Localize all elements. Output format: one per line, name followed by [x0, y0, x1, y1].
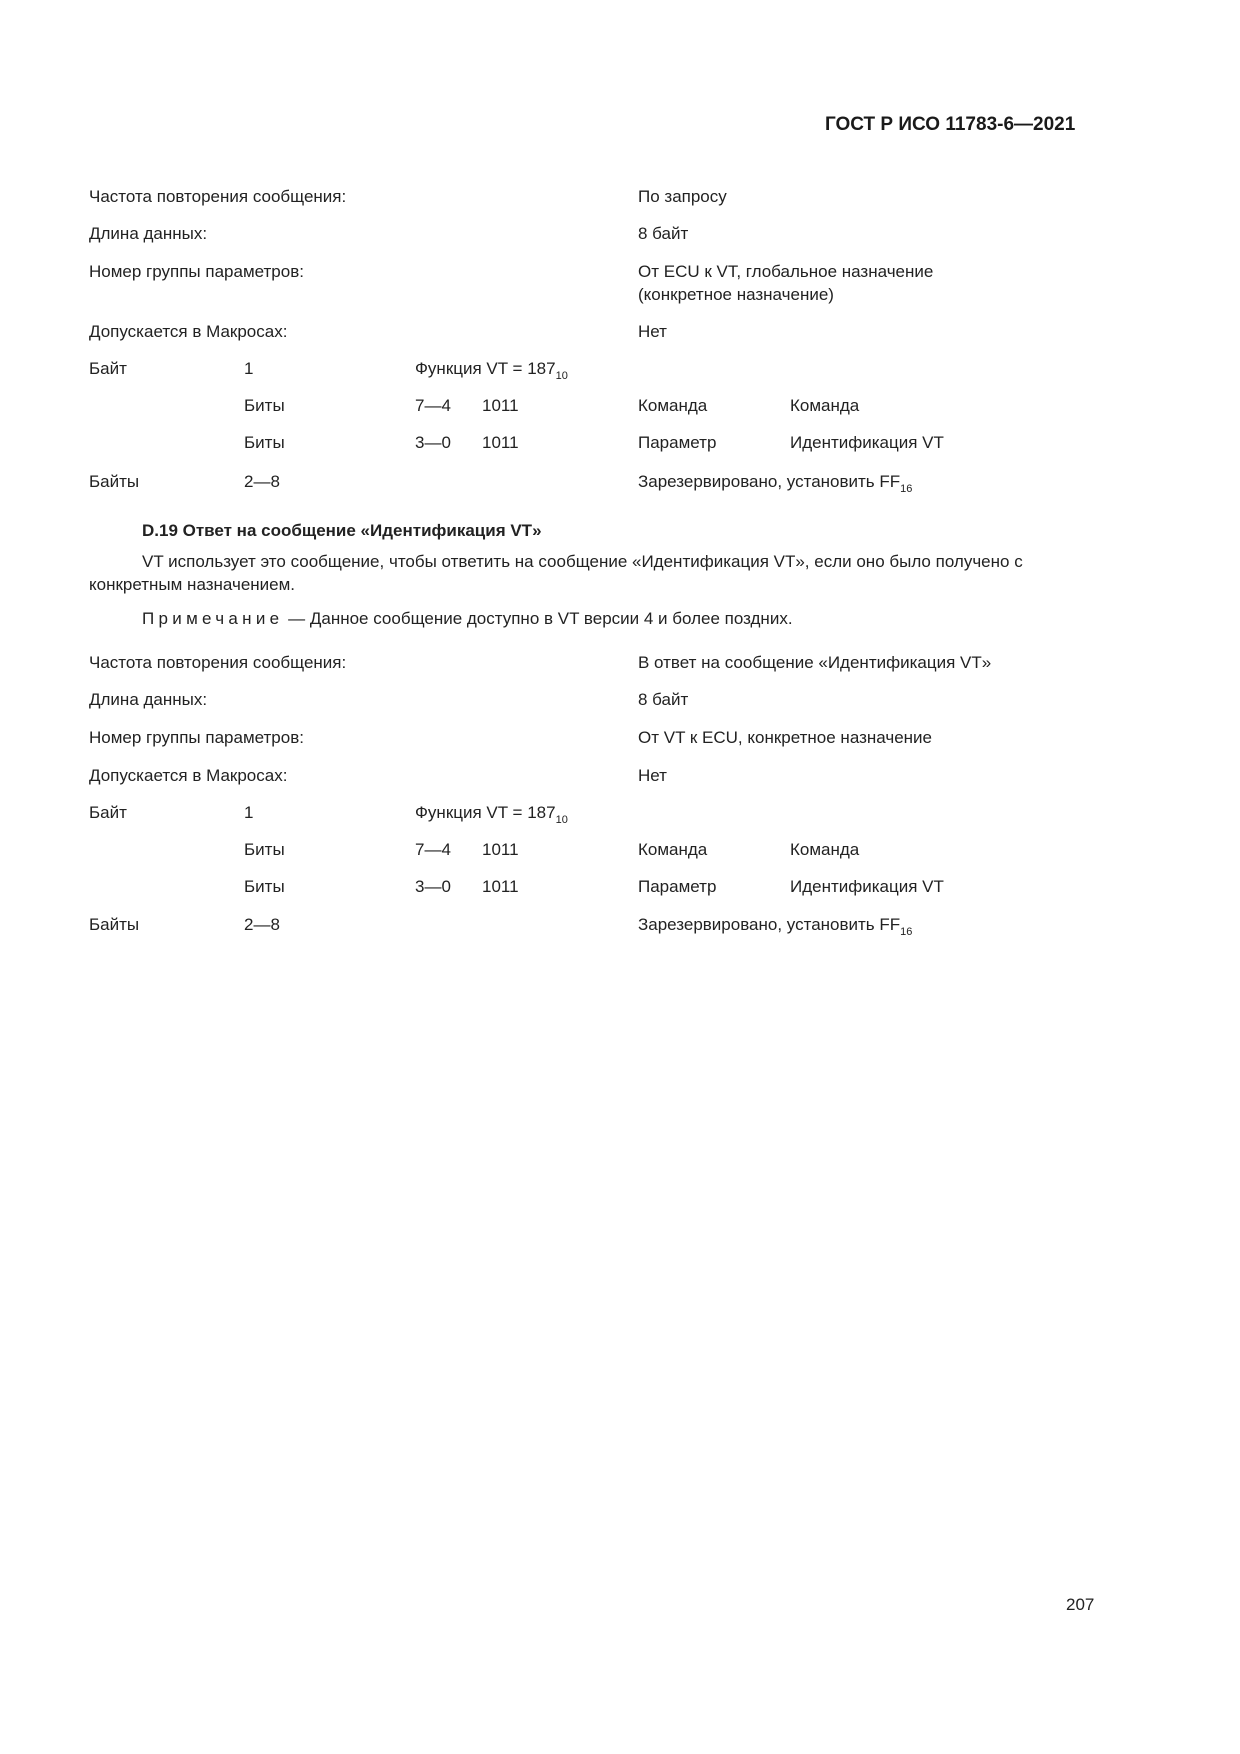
- block1-macros-label: Допускается в Макросах:: [89, 322, 288, 341]
- block1-length-label: Длина данных:: [89, 224, 208, 243]
- block1-bytes-label: Байты: [89, 472, 140, 491]
- block2-bits-range: 3—0: [415, 877, 451, 896]
- block1-pgn-label: Номер группы параметров:: [89, 262, 304, 281]
- block1-bits-value: 1011: [482, 433, 519, 452]
- block1-bits-name: Параметр: [638, 433, 717, 452]
- block2-frequency-value: В ответ на сообщение «Идентификация VT»: [638, 653, 992, 672]
- block2-bits-description: Идентификация VT: [790, 877, 944, 896]
- block2-bits-value: 1011: [482, 840, 519, 859]
- block2-byte-number: 1: [244, 803, 254, 822]
- section-paragraph: VT использует это сообщение, чтобы ответить на сообщение «Идентификация VT», если оно было получено с конкретным назначением.: [89, 552, 1023, 594]
- block1-bits-range: 3—0: [415, 433, 451, 452]
- block2-bits-range: 7—4: [415, 840, 451, 859]
- block1-bits-description: Идентификация VT: [790, 433, 944, 452]
- section-note: [142, 608, 793, 630]
- block1-byte-function: Функция VT = $187_{10}$: [415, 359, 568, 382]
- block1-bytes-reserved: Зарезервировано, установить $FF_{16}$: [638, 472, 913, 495]
- note-text: — Данное сообщение доступно в VT версии 4 и более поздних.: [283, 609, 793, 628]
- note-label: Примечание: [142, 609, 284, 628]
- block2-macros-value: Нет: [638, 766, 667, 785]
- block1-bits-name: Команда: [638, 396, 708, 415]
- block1-bits-value: 1011: [482, 396, 519, 415]
- block2-pgn-value: От VT к ECU, конкретное назначение: [638, 728, 932, 747]
- block2-bits-name: Параметр: [638, 877, 717, 896]
- block1-length-value: 8 байт: [638, 224, 689, 243]
- block2-bytes-reserved: Зарезервировано, установить $FF_{16}$: [638, 915, 913, 938]
- block1-pgn-value: От ECU к VT, глобальное назначение: [638, 262, 934, 281]
- block2-length-label: Длина данных:: [89, 690, 208, 709]
- block1-pgn-value-line2: (конкретное назначение): [638, 285, 834, 304]
- block1-byte-label: Байт: [89, 359, 127, 378]
- block1-frequency-value: По запросу: [638, 187, 727, 206]
- block2-macros-label: Допускается в Макросах:: [89, 766, 288, 785]
- block2-bits-value: 1011: [482, 877, 519, 896]
- page-number: 207: [1066, 1595, 1095, 1614]
- block1-bits-label: Биты: [244, 396, 285, 415]
- block2-bits-description: Команда: [790, 840, 860, 859]
- block2-length-value: 8 байт: [638, 690, 689, 709]
- block1-byte-number: 1: [244, 359, 254, 378]
- block1-bytes-range: 2—8: [244, 472, 280, 491]
- block2-bits-label: Биты: [244, 840, 285, 859]
- document-header: ГОСТ Р ИСО 11783-6—2021: [825, 114, 1076, 135]
- block2-byte-function: Функция VT = $187_{10}$: [415, 803, 568, 826]
- section-title: D.19 Ответ на сообщение «Идентификация VT»: [142, 521, 542, 540]
- block2-byte-label: Байт: [89, 803, 127, 822]
- block2-bits-label: Биты: [244, 877, 285, 896]
- block1-bits-description: Команда: [790, 396, 860, 415]
- block2-bits-name: Команда: [638, 840, 708, 859]
- block2-bytes-label: Байты: [89, 915, 140, 934]
- block2-bytes-range: 2—8: [244, 915, 280, 934]
- block2-frequency-label: Частота повторения сообщения:: [89, 653, 347, 672]
- block1-macros-value: Нет: [638, 322, 667, 341]
- block2-pgn-label: Номер группы параметров:: [89, 728, 304, 747]
- block1-bits-label: Биты: [244, 433, 285, 452]
- block1-frequency-label: Частота повторения сообщения:: [89, 187, 347, 206]
- block1-bits-range: 7—4: [415, 396, 451, 415]
